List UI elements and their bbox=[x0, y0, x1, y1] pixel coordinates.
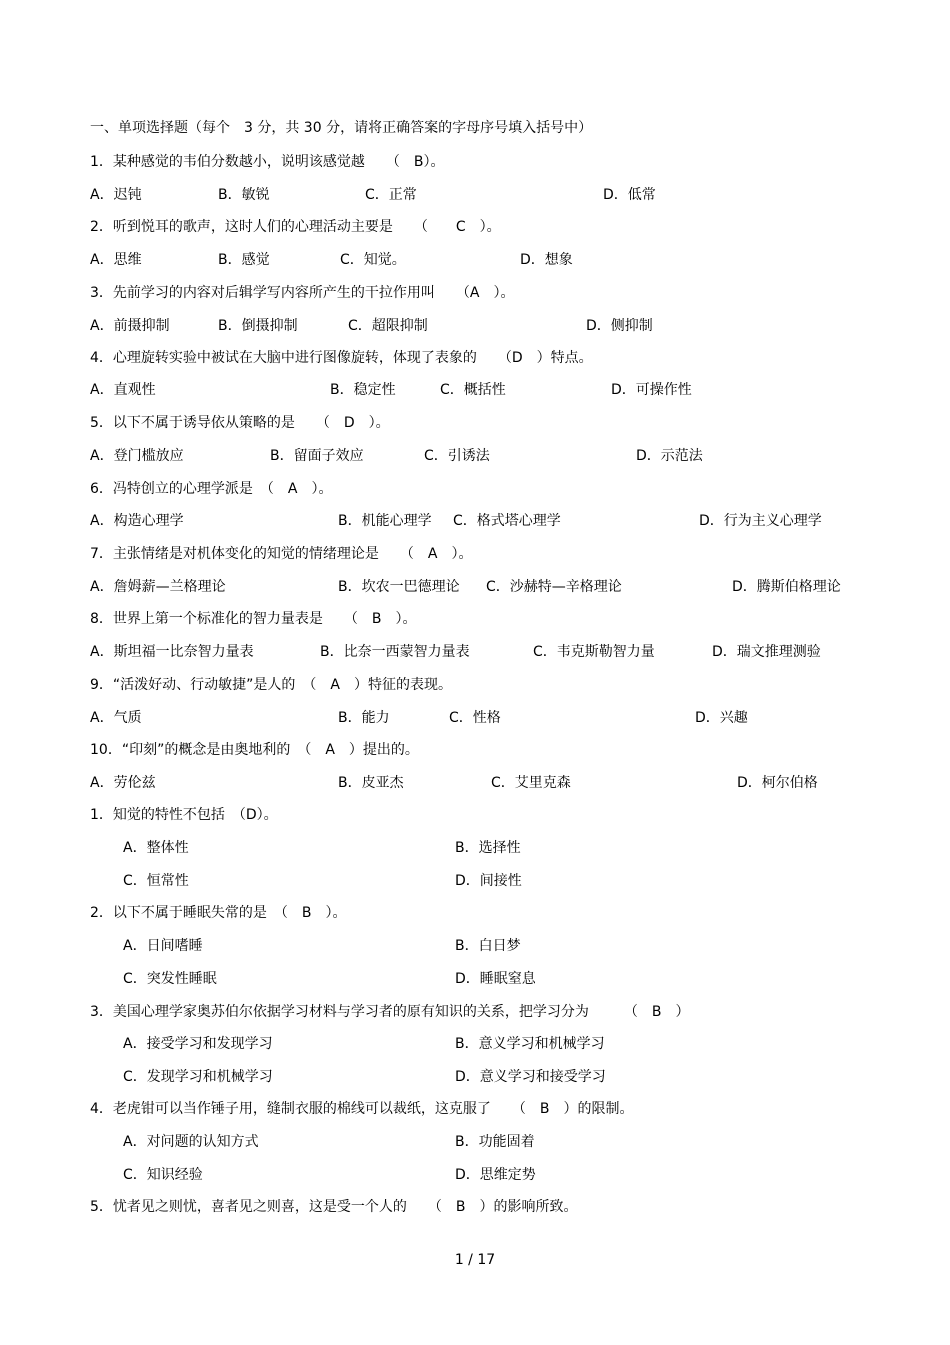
answer-option: A．对问题的认知方式 bbox=[123, 1134, 259, 1150]
answer-option: D．柯尔伯格 bbox=[737, 775, 818, 791]
question-stem: 4．心理旋转实验中被试在大脑中进行图像旋转，体现了表象的 （D ）特点。 bbox=[90, 350, 593, 366]
answer-option: C．正常 bbox=[365, 187, 417, 203]
answer-option: A．劳伦兹 bbox=[90, 775, 156, 791]
answer-option: B．机能心理学 bbox=[338, 513, 432, 529]
answer-option: B．稳定性 bbox=[330, 382, 396, 398]
question-stem: 5．以下不属于诱导依从策略的是 （ D ）。 bbox=[90, 415, 390, 431]
answer-option: C．格式塔心理学 bbox=[453, 513, 561, 529]
question-stem: 9．“活泼好动、行动敏捷”是人的 （ A ）特征的表现。 bbox=[90, 677, 452, 693]
page-number: 1 / 17 bbox=[454, 1252, 496, 1268]
answer-option: B．白日梦 bbox=[455, 938, 521, 954]
answer-option: A．斯坦福一比奈智力量表 bbox=[90, 644, 254, 660]
answer-option: D．腾斯伯格理论 bbox=[732, 579, 841, 595]
answer-option: B．意义学习和机械学习 bbox=[455, 1036, 605, 1052]
answer-option: D．可操作性 bbox=[611, 382, 692, 398]
answer-option: B．功能固着 bbox=[455, 1134, 535, 1150]
question-stem: 1．某种感觉的韦伯分数越小，说明该感觉越 （ B）。 bbox=[90, 154, 445, 170]
answer-option: A．整体性 bbox=[123, 840, 189, 856]
answer-option: D．低常 bbox=[603, 187, 656, 203]
question-stem: 8．世界上第一个标准化的智力量表是 （ B ）。 bbox=[90, 611, 417, 627]
answer-option: D．思维定势 bbox=[455, 1167, 536, 1183]
question-stem: 3．先前学习的内容对后辑学写内容所产生的干拉作用叫 （A ）。 bbox=[90, 285, 515, 301]
answer-option: A．詹姆薪—兰格理论 bbox=[90, 579, 226, 595]
question-stem: 2．听到悦耳的歌声，这时人们的心理活动主要是 （ C ）。 bbox=[90, 219, 501, 235]
answer-option: C．超限抑制 bbox=[348, 318, 428, 334]
answer-option: C．引诱法 bbox=[424, 448, 490, 464]
answer-option: A．思维 bbox=[90, 252, 142, 268]
answer-option: A．迟钝 bbox=[90, 187, 142, 203]
answer-option: B．坎农一巴德理论 bbox=[338, 579, 460, 595]
answer-option: B．比奈一西蒙智力量表 bbox=[320, 644, 470, 660]
answer-option: C．概括性 bbox=[440, 382, 506, 398]
answer-option: D．意义学习和接受学习 bbox=[455, 1069, 606, 1085]
question-stem: 2．以下不属于睡眠失常的是 （ B ）。 bbox=[90, 905, 347, 921]
question-stem: 5．忧者见之则忧，喜者见之则喜，这是受一个人的 （ B ）的影响所致。 bbox=[90, 1199, 578, 1215]
answer-option: D．兴趣 bbox=[695, 710, 748, 726]
question-stem: 1．知觉的特性不包括 （D）。 bbox=[90, 807, 278, 823]
answer-option: C．突发性睡眠 bbox=[123, 971, 217, 987]
question-stem: 7．主张情绪是对机体变化的知觉的情绪理论是 （ A ）。 bbox=[90, 546, 473, 562]
answer-option: A．前摄抑制 bbox=[90, 318, 170, 334]
answer-option: C．知觉。 bbox=[340, 252, 406, 268]
answer-option: A．登门槛放应 bbox=[90, 448, 184, 464]
answer-option: C．恒常性 bbox=[123, 873, 189, 889]
answer-option: B．留面子效应 bbox=[270, 448, 364, 464]
answer-option: A．气质 bbox=[90, 710, 142, 726]
question-stem: 3．美国心理学家奥苏伯尔依据学习材料与学习者的原有知识的关系，把学习分为 （ B ） bbox=[90, 1004, 690, 1020]
answer-option: D．睡眠窒息 bbox=[455, 971, 536, 987]
answer-option: C．发现学习和机械学习 bbox=[123, 1069, 273, 1085]
answer-option: C．艾里克森 bbox=[491, 775, 571, 791]
answer-option: A．日间嗜睡 bbox=[123, 938, 203, 954]
answer-option: D．侧抑制 bbox=[586, 318, 653, 334]
answer-option: C．沙赫特—辛格理论 bbox=[486, 579, 622, 595]
answer-option: B．皮亚杰 bbox=[338, 775, 404, 791]
answer-option: D．间接性 bbox=[455, 873, 522, 889]
answer-option: C．韦克斯勒智力量 bbox=[533, 644, 655, 660]
answer-option: C．性格 bbox=[449, 710, 501, 726]
answer-option: B．感觉 bbox=[218, 252, 270, 268]
section-heading: 一、单项选择题（每个 3 分，共 30 分，请将正确答案的字母序号填入括号中） bbox=[90, 120, 593, 136]
answer-option: D．瑞文推理测验 bbox=[712, 644, 821, 660]
question-stem: 10．“印刻”的概念是由奥地利的 （ A ）提出的。 bbox=[90, 742, 419, 758]
question-stem: 6．冯特创立的心理学派是 （ A ）。 bbox=[90, 481, 333, 497]
answer-option: C．知识经验 bbox=[123, 1167, 203, 1183]
question-stem: 4．老虎钳可以当作锤子用，缝制衣服的棉线可以裁纸，这克服了 （ B ）的限制。 bbox=[90, 1101, 634, 1117]
answer-option: D．示范法 bbox=[636, 448, 703, 464]
answer-option: D．想象 bbox=[520, 252, 573, 268]
answer-option: B．敏锐 bbox=[218, 187, 270, 203]
answer-option: B．能力 bbox=[338, 710, 390, 726]
answer-option: A．直观性 bbox=[90, 382, 156, 398]
answer-option: B．选择性 bbox=[455, 840, 521, 856]
answer-option: A．接受学习和发现学习 bbox=[123, 1036, 273, 1052]
answer-option: A．构造心理学 bbox=[90, 513, 184, 529]
answer-option: D．行为主义心理学 bbox=[699, 513, 822, 529]
answer-option: B．倒摄抑制 bbox=[218, 318, 298, 334]
